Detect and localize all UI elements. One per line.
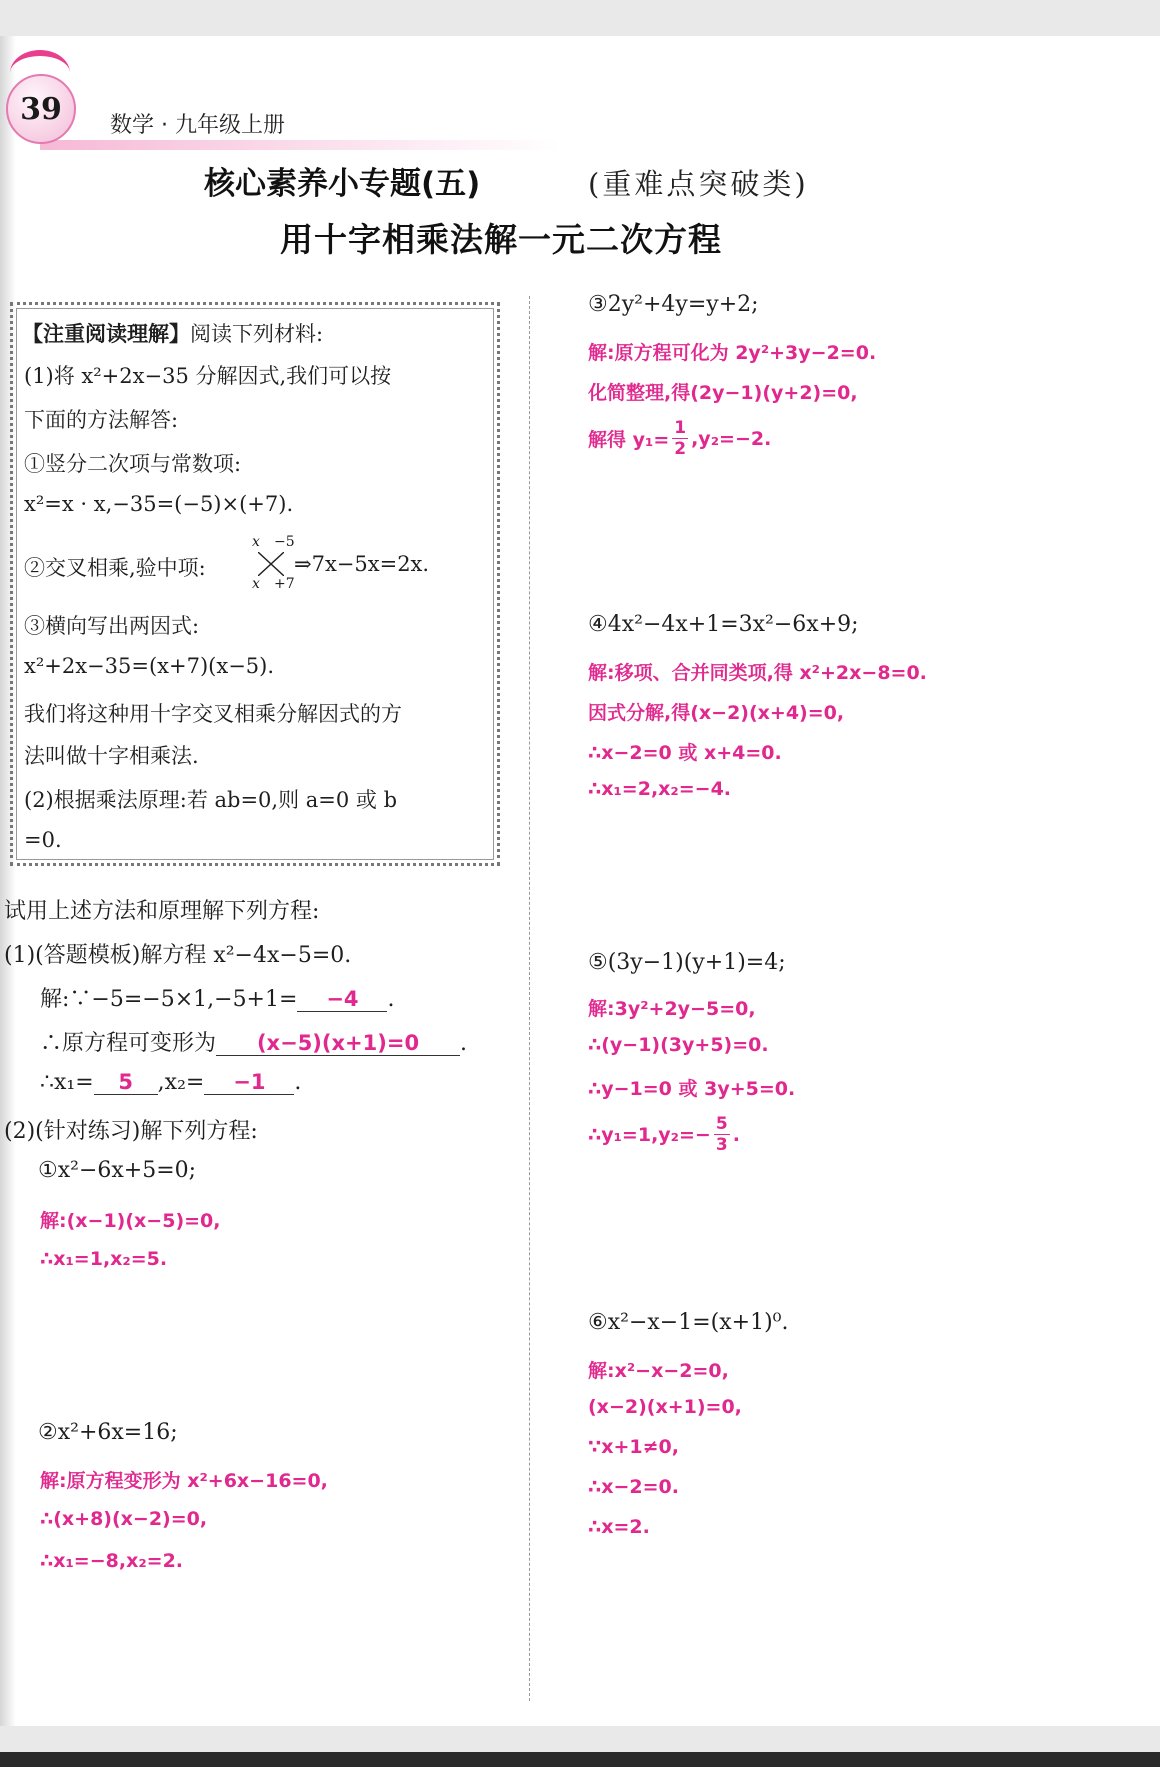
q3-final-prefix: 解得 y₁= [588,429,670,451]
cross-diagram [252,534,296,594]
reading-line: (1)将 x²+2x−35 分解因式,我们可以按 [24,364,392,388]
title-sub: (重难点突破类) [588,167,809,201]
reading-line: x²=x · x,−35=(−5)×(+7). [24,492,294,516]
p1-line3-b: ,x₂= [157,1070,205,1095]
page-edge-shadow [0,36,16,1726]
answer-line: ∴x₁=−8,x₂=2. [40,1550,184,1572]
reading-line: =0. [24,828,62,852]
p1-blank-3: 5 [94,1070,158,1095]
p1-line1-text: 解:∵−5=−5×1,−5+1= [40,987,298,1012]
question-4: ④4x²−4x+1=3x²−6x+9; [588,612,859,637]
answer-line: (x−2)(x+1)=0, [588,1396,742,1418]
answer-line-fraction [588,1114,740,1155]
problem-1-title: (1)(答题模板)解方程 x²−4x−5=0. [4,943,352,968]
intro-line: 试用上述方法和原理解下列方程: [4,899,320,924]
reading-line: ①竖分二次项与常数项: [24,452,242,476]
answer-line: ∴y−1=0 或 3y+5=0. [588,1078,796,1100]
cross-top-left: x [252,534,260,550]
q5-frac-num: 5 [715,1114,728,1134]
question-1: ①x²−6x+5=0; [38,1158,197,1183]
answer-line: 解:x²−x−2=0, [588,1360,729,1382]
reading-box-heading-tag: 【注重阅读理解】 [22,322,190,346]
q5-fraction [714,1114,730,1155]
page-number: 39 [20,91,62,127]
q3-frac-num: 1 [674,418,687,438]
answer-line: ∴x−2=0 或 x+4=0. [588,742,782,764]
answer-line: ∴x=2. [588,1516,650,1538]
reading-box-heading [22,318,323,348]
reading-line: (2)根据乘法原理:若 ab=0,则 a=0 或 b [24,788,398,812]
p1-blank-1: −4 [297,987,387,1012]
column-divider [529,296,530,1701]
answer-line: ∵x+1≠0, [588,1436,679,1458]
question-6: ⑥x²−x−1=(x+1)⁰. [588,1310,789,1335]
cross-top-right: −5 [274,534,295,550]
q3-frac-den: 2 [674,439,687,459]
answer-line: 解:3y²+2y−5=0, [588,998,756,1020]
reading-box-heading-rest: 阅读下列材料: [190,322,324,346]
answer-line: 解:原方程可化为 2y²+3y−2=0. [588,342,877,364]
title-topic: 用十字相乘法解一元二次方程 [280,220,722,259]
reading-line: x²+2x−35=(x+7)(x−5). [24,654,275,678]
answer-line: 化简整理,得(2y−1)(y+2)=0, [588,382,858,404]
answer-line: ∴x−2=0. [588,1476,679,1498]
question-5: ⑤(3y−1)(y+1)=4; [588,950,786,975]
reading-line: 法叫做十字相乘法. [24,744,199,768]
answer-line: 解:原方程变形为 x²+6x−16=0, [40,1470,328,1492]
answer-line: ∴(y−1)(3y+5)=0. [588,1034,769,1056]
answer-line: 因式分解,得(x−2)(x+4)=0, [588,702,845,724]
cross-bottom-left: x [252,576,260,592]
question-2: ②x²+6x=16; [38,1420,178,1445]
title-main: 核心素养小专题(五) [204,166,481,202]
q5-final-suffix: . [732,1123,740,1146]
p1-line3-a: ∴x₁= [40,1070,94,1095]
page-number-badge [6,74,76,144]
book-title: 数学 · 九年级上册 [110,113,285,138]
p1-line2-text: ∴原方程可变形为 [40,1031,217,1056]
reading-line: 下面的方法解答: [24,408,179,432]
answer-line: ∴x₁=2,x₂=−4. [588,778,732,800]
cross-bottom-right: +7 [274,576,295,592]
p1-period-3: . [294,1070,302,1095]
cross-line-prefix: ②交叉相乘,验中项: [24,556,206,580]
q3-final-suffix: ,y₂=−2. [691,427,772,450]
cross-line-suffix: ⇒7x−5x=2x. [294,552,430,576]
q5-final-prefix: ∴y₁=1,y₂=− [588,1123,711,1146]
problem-2-title: (2)(针对练习)解下列方程: [4,1119,258,1144]
answer-line: ∴(x+8)(x−2)=0, [40,1508,208,1530]
answer-line: 解:(x−1)(x−5)=0, [40,1210,221,1232]
reading-line: 我们将这种用十字交叉相乘分解因式的方 [24,702,402,726]
answer-line-fraction [588,418,771,459]
p1-period-1: . [387,987,395,1012]
p1-blank-4: −1 [204,1070,294,1095]
reading-line: ③横向写出两因式: [24,614,200,638]
bottom-bar [0,1752,1160,1767]
problem-1-line-3 [40,1070,301,1095]
answer-line: 解:移项、合并同类项,得 x²+2x−8=0. [588,662,927,684]
problem-1-line-2 [40,1026,467,1057]
header-band [40,140,560,150]
p1-period-2: . [460,1031,468,1056]
p1-blank-2: (x−5)(x+1)=0 [216,1031,460,1056]
q5-frac-den: 3 [715,1135,728,1155]
cross-lines [258,552,284,576]
answer-line: ∴x₁=1,x₂=5. [40,1248,168,1270]
problem-1-line-1 [40,982,394,1013]
q3-fraction [672,418,688,459]
question-3: ③2y²+4y=y+2; [588,292,759,317]
